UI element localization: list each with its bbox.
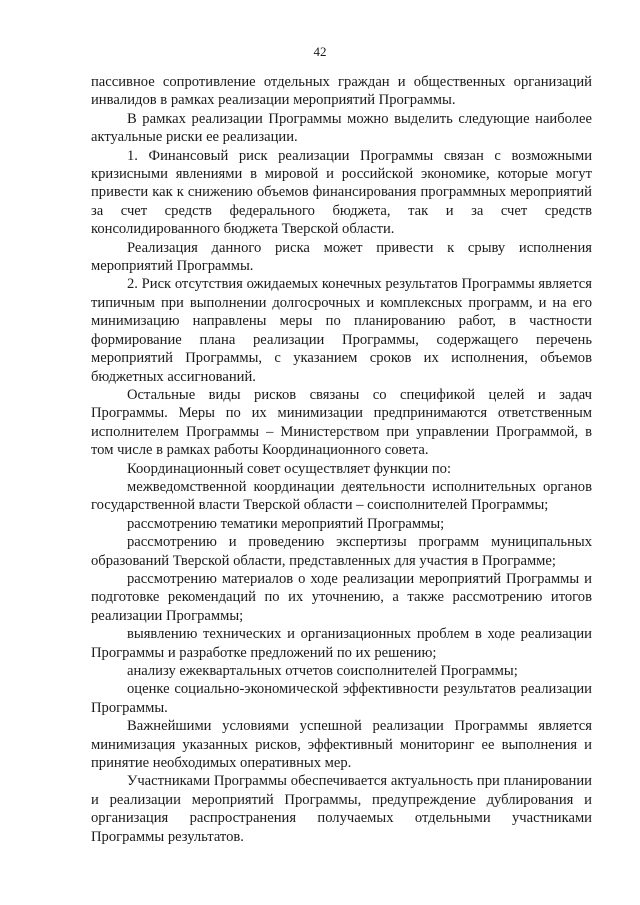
paragraph-financial-risk: 1. Финансовый риск реализации Программы связан с возможными кризисными явлениями в мировой и российской экономике, которые могут привести как к снижению объемов финансирования программных мероприятий за счет средств федерального бюджета, так и за счет средств консолидированного бюджета Тверской области. — [91, 147, 592, 238]
paragraph-council-functions: Координационный совет осуществляет функции по: — [127, 460, 452, 477]
list-item-expertise: рассмотрению и проведению экспертизы программ муниципальных образований Тверской области, представленных для участия в Программе; — [91, 534, 592, 569]
list-item-coordination: межведомственной координации деятельности исполнительных органов государственной власти Тверской области – соисполнителей Программы; — [91, 478, 592, 514]
list-item-topics: рассмотрению тематики мероприятий Программы; — [127, 515, 445, 532]
list-item-materials: рассмотрению материалов о ходе реализации мероприятий Программы и подготовке рекомендаций по их уточнению, а также рассмотрению итогов реализации Программы; — [91, 570, 592, 624]
list-item-problems: выявлению технических и организационных проблем в ходе реализации Программы и разработке предложений по их решению; — [91, 626, 592, 661]
paragraph-other-risks: Остальные виды рисков связаны со спецификой целей и задач Программы. Меры по их минимизации предпринимаются ответственным исполнителем Программы – Министерством при управлении Программой, в том числе в рамках работы Координационного совета. — [91, 386, 592, 459]
list-item-efficiency: оценке социально-экономической эффективности результатов реализации Программы. — [91, 681, 592, 716]
paragraph-results-risk: 2. Риск отсутствия ожидаемых конечных результатов Программы является типичным при выполнении долгосрочных и комплексных программ, и на его минимизацию направлены меры по планированию работ, в частности формирование плана реализации Программы, содержащего перечень мероприятий Программы, с указанием сроков их исполнения, объемов бюджетных ассигнований. — [91, 276, 592, 385]
page-number: 42 — [313, 44, 327, 59]
paragraph-success-conditions: Важнейшими условиями успешной реализации Программы является минимизация указанных рисков, эффективный мониторинг ее выполнения и принятие необходимых оперативных мер. — [91, 718, 592, 772]
paragraph-risk-consequence: Реализация данного риска может привести к срыву исполнения мероприятий Программы. — [91, 239, 592, 275]
paragraph-participants: Участниками Программы обеспечивается актуальность при планировании и реализации мероприятий Программы, предупреждение дублирования и организация распространения получаемых отдельными участниками Программы результатов. — [91, 773, 592, 845]
paragraph-risks-intro: В рамках реализации Программы можно выделить следующие наиболее актуальные риски ее реализации. — [91, 110, 592, 146]
body-text — [91, 73, 592, 846]
paragraph-passive-resistance: пассивное сопротивление отдельных граждан и общественных организаций инвалидов в рамках реализации мероприятий Программы. — [91, 74, 592, 109]
list-item-reports: анализу ежеквартальных отчетов соисполнителей Программы; — [127, 663, 518, 679]
